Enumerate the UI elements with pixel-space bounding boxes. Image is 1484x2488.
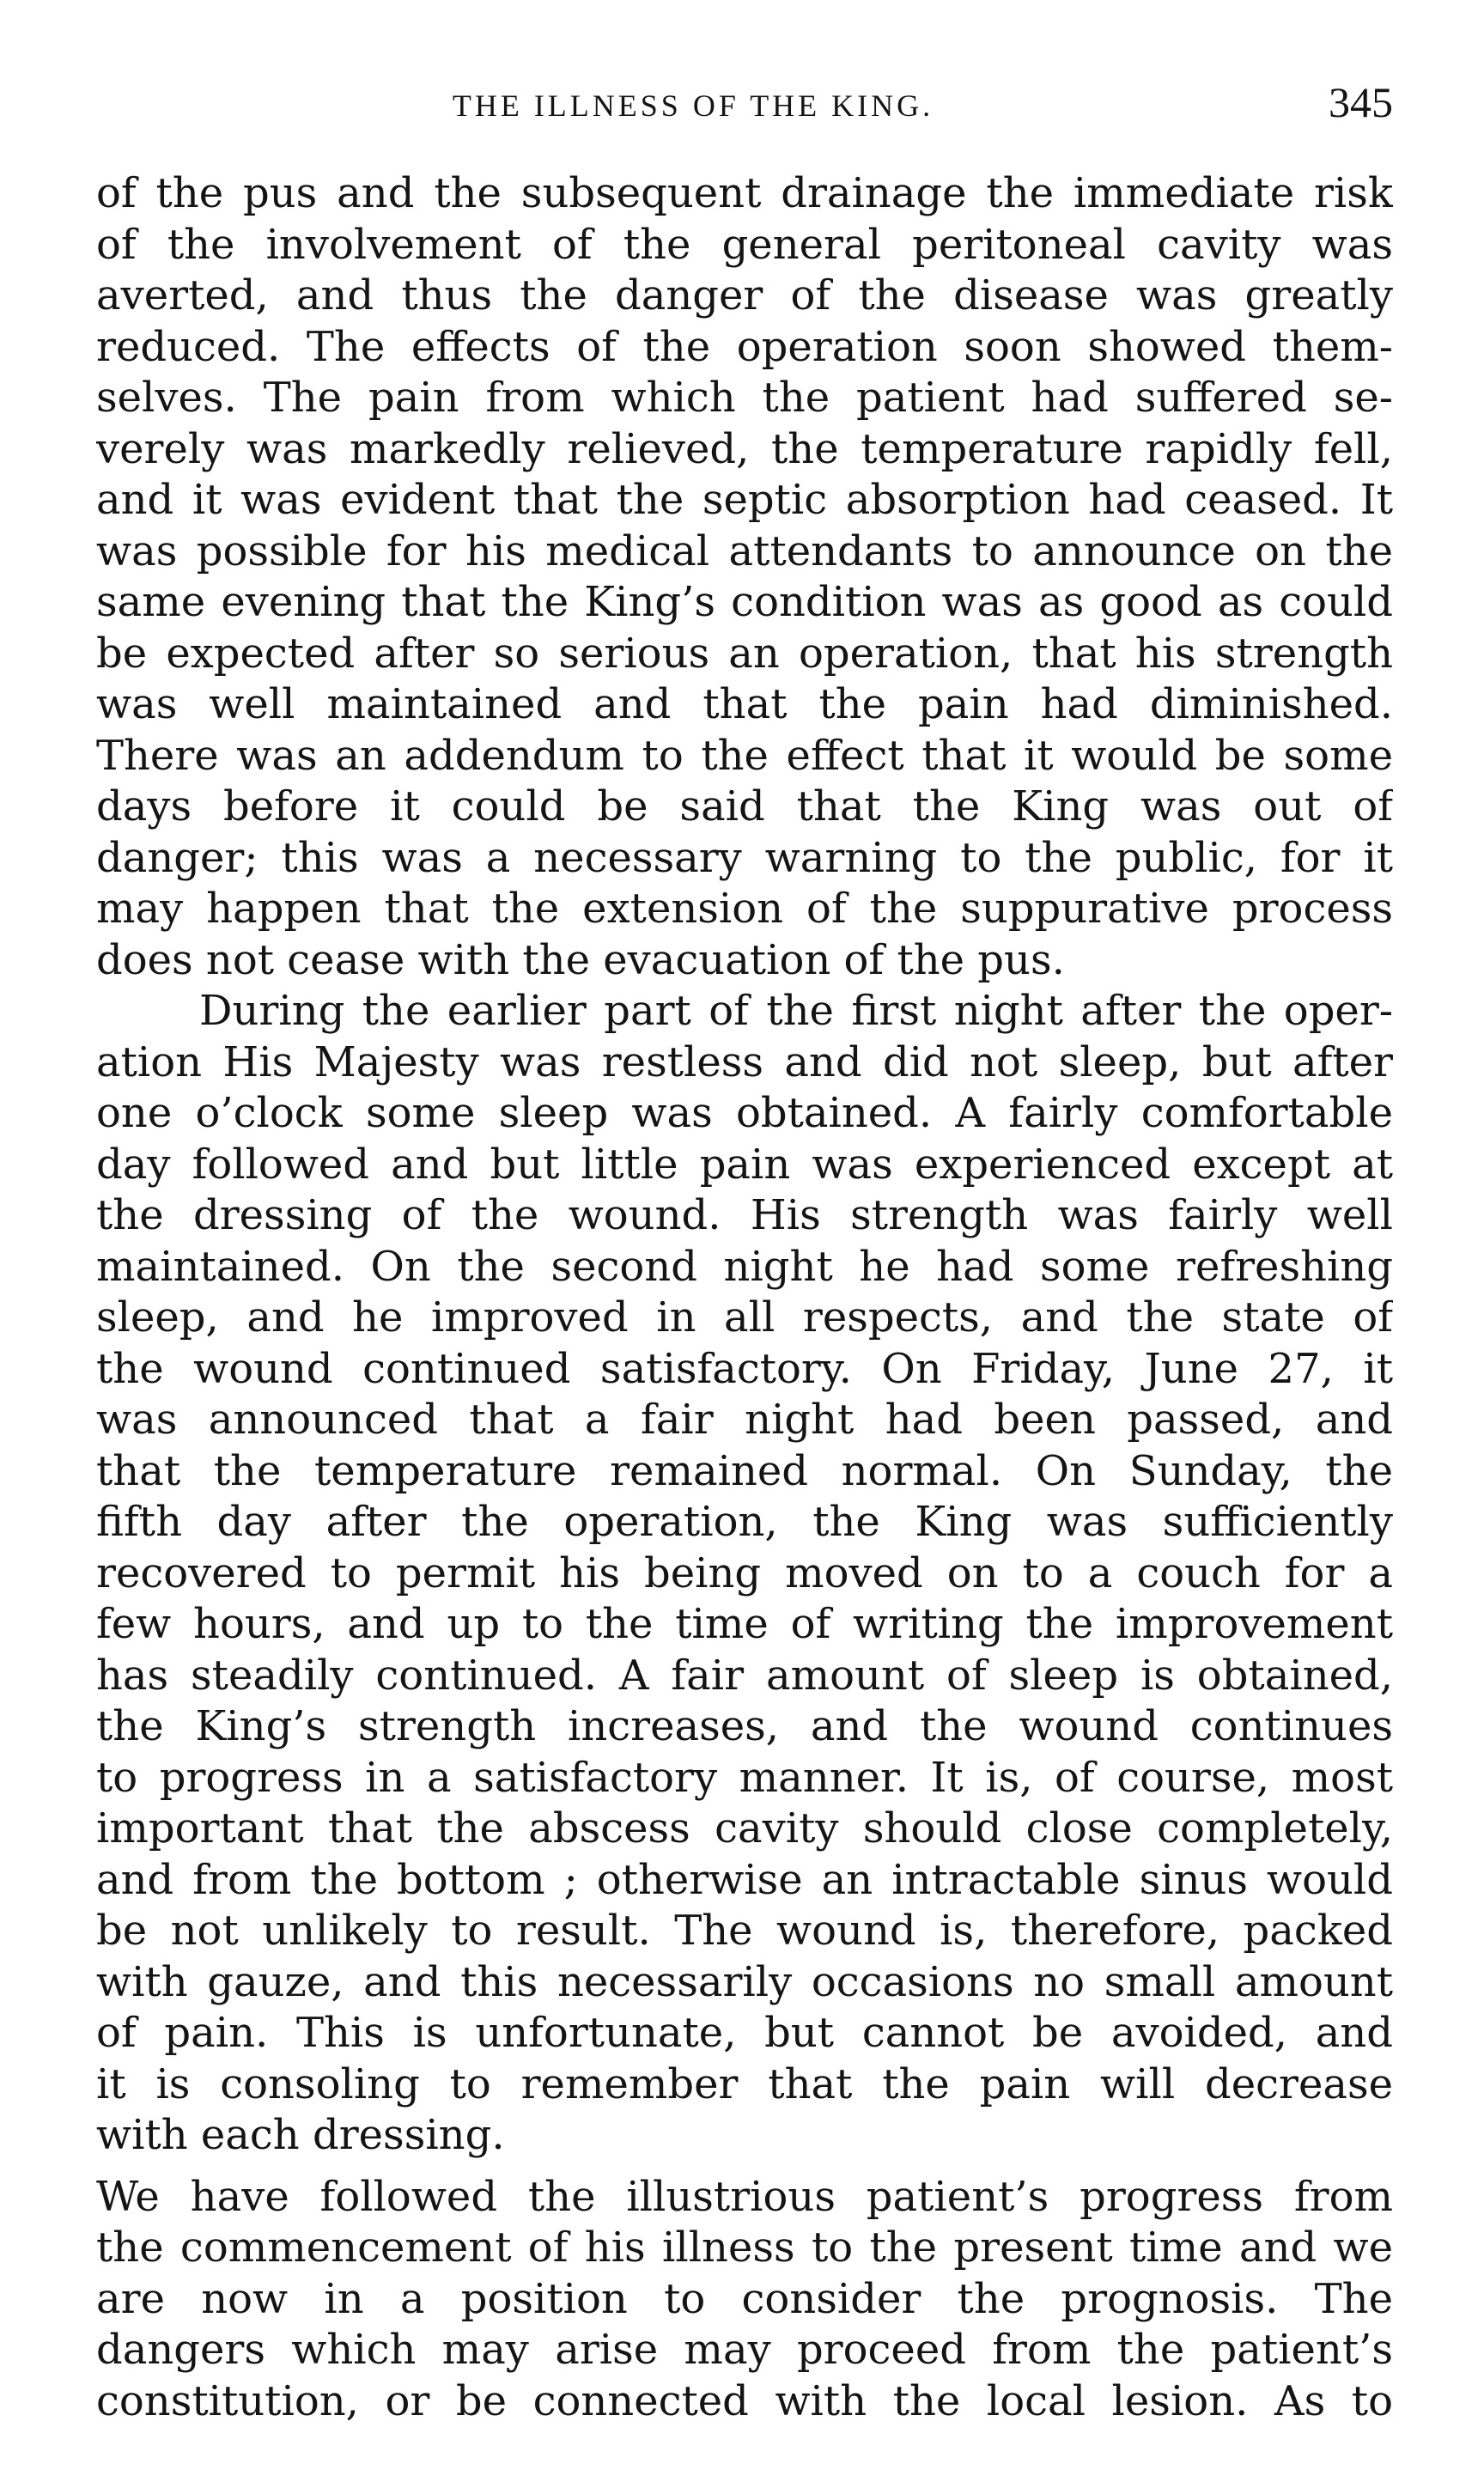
text-line: important that the abscess cavity should close completely,: [96, 1804, 1393, 1852]
text-line: and from the bottom ; otherwise an intractable sinus would: [96, 1855, 1393, 1904]
text-line: has steadily continued. A fair amount of sleep is obtained,: [96, 1651, 1393, 1700]
text-line: may happen that the extension of the suppurative process: [96, 885, 1393, 933]
text-line: are now in a position to consider the prognosis. The: [96, 2274, 1393, 2323]
text-line: ation His Majesty was restless and did not sleep, but after: [96, 1037, 1393, 1086]
text-line: the dressing of the wound. His strength was fairly well: [96, 1191, 1393, 1239]
text-line: of pain. This is unfortunate, but cannot be avoided, and: [96, 2009, 1393, 2057]
text-line: dangers which may arise may proceed from the patient’s: [96, 2326, 1393, 2374]
text-line: days before it could be said that the King was out of: [96, 782, 1393, 830]
text-line: be not unlikely to result. The wound is, therefore, packed: [96, 1907, 1393, 1955]
text-line: to progress in a satisfactory manner. It is, of course, most: [96, 1753, 1393, 1802]
paragraph-gap: [96, 2162, 1393, 2172]
page-number: 345: [1329, 78, 1393, 126]
text-line: was announced that a fair night had been passed, and: [96, 1396, 1393, 1444]
running-head: THE ILLNESS OF THE KING.: [452, 88, 934, 123]
text-line: verely was markedly relieved, the temperature rapidly fell,: [96, 424, 1393, 473]
text-line: and it was evident that the septic absorption had ceased. It: [96, 476, 1393, 524]
text-line: recovered to permit his being moved on to a couch for a: [96, 1548, 1393, 1597]
text-line: constitution, or be connected with the local lesion. As to: [96, 2376, 1393, 2425]
paragraph: [96, 168, 1393, 986]
text-line: averted, and thus the danger of the disease was greatly: [96, 271, 1393, 319]
text-line: fifth day after the operation, the King was sufficiently: [96, 1498, 1393, 1546]
paragraph: [96, 2172, 1393, 2428]
text-line: We have followed the illustrious patient’s progress from: [96, 2172, 1393, 2221]
text-line: was possible for his medical attendants to announce on the: [96, 526, 1393, 575]
text-line: danger; this was a necessary warning to the public, for it: [96, 833, 1393, 882]
text-line: same evening that the King’s condition was as good as could: [96, 578, 1393, 626]
text-line: the King’s strength increases, and the wound continues: [96, 1702, 1393, 1750]
text-line: be expected after so serious an operation, that his strength: [96, 629, 1393, 678]
text-line: maintained. On the second night he had some refreshing: [96, 1242, 1393, 1291]
text-line: that the temperature remained normal. On Sunday, the: [96, 1446, 1393, 1495]
text-line: of the involvement of the general peritoneal cavity was: [96, 220, 1393, 269]
text-line: of the pus and the subsequent drainage the immediate risk: [96, 169, 1393, 217]
text-line: with gauze, and this necessarily occasions no small amount: [96, 1957, 1393, 2006]
text-line: does not cease with the evacuation of the pus.: [96, 935, 1065, 984]
text-line: few hours, and up to the time of writing the improvement: [96, 1600, 1393, 1648]
body-text: [96, 168, 1393, 2427]
text-line: reduced. The effects of the operation soon showed them-: [96, 322, 1393, 371]
text-line: it is consoling to remember that the pain will decrease: [96, 2059, 1393, 2108]
text-line: with each dressing.: [96, 2111, 505, 2159]
text-line: There was an addendum to the effect that it would be some: [96, 731, 1393, 780]
text-line: sleep, and he improved in all respects, and the state of: [96, 1293, 1393, 1341]
text-line: one o’clock some sleep was obtained. A fairly comfortable: [96, 1089, 1393, 1137]
text-line: the wound continued satisfactory. On Friday, June 27, it: [96, 1344, 1393, 1393]
text-line: the commencement of his illness to the present time and we: [96, 2223, 1393, 2272]
text-line: was well maintained and that the pain had diminished.: [96, 680, 1393, 728]
text-line: day followed and but little pain was experienced except at: [96, 1140, 1393, 1189]
page-header: [96, 77, 1393, 146]
text-line: selves. The pain from which the patient had suffered se-: [96, 374, 1393, 422]
paragraph: [96, 986, 1393, 2162]
text-line: During the earlier part of the first night after the oper-: [199, 987, 1393, 1035]
